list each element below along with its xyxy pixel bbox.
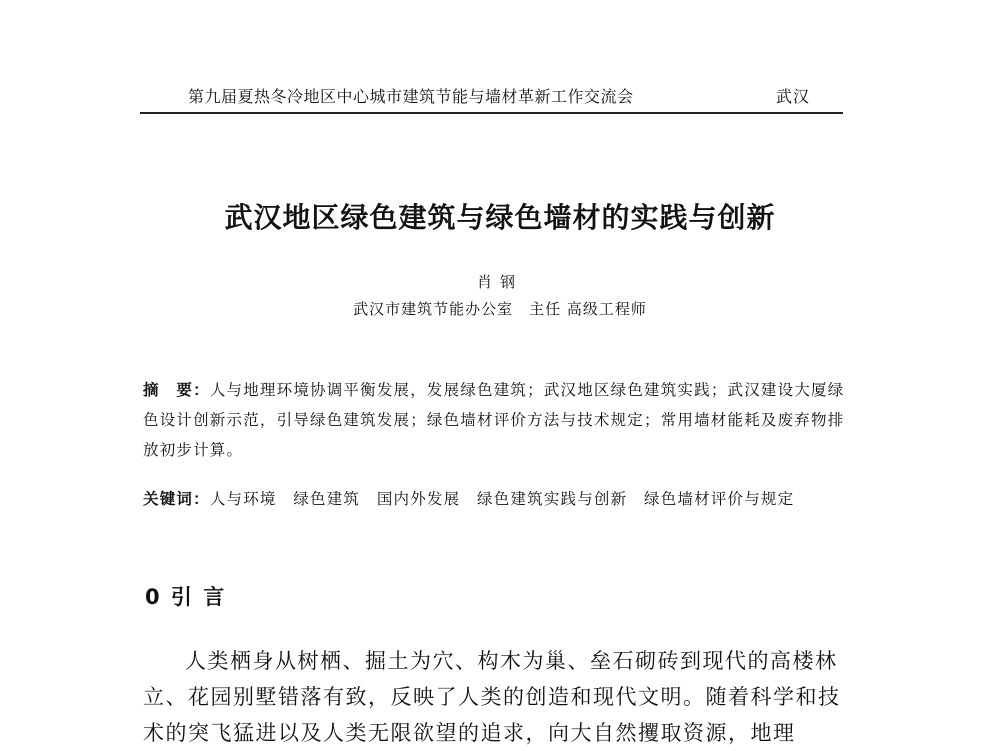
section-heading-introduction: 0 引 言 [145,585,227,609]
abstract-text: 人与地理环境协调平衡发展，发展绿色建筑；武汉地区绿色建筑实践；武汉建设大厦绿色设计创新示范，引导绿色建筑发展；绿色墙材评价方法与技术规定；常用墙材能耗及废弃物排放初步计算。 [143,381,845,459]
body-paragraph: 人类栖身从树栖、掘土为穴、构木为巢、垒石砌砖到现代的高楼林立、花园别墅错落有致，反映了人类的创造和现代文明。随着科学和技术的突飞猛进以及人类无限欲望的追求，向大自然攫取资源，地理 [143,649,841,745]
conference-name: 第九届夏热冬冷地区中心城市建筑节能与墙材革新工作交流会 [188,87,634,106]
paper-title: 武汉地区绿色建筑与绿色墙材的实践与创新 [224,201,776,234]
abstract [143,375,853,465]
abstract-label: 摘 要： [143,381,210,399]
running-header [140,84,843,114]
author-affiliation: 武汉市建筑节能办公室 主任 高级工程师 [353,300,647,318]
keywords-label: 关键词： [143,490,210,508]
keywords-text: 人与环境 绿色建筑 国内外发展 绿色建筑实践与创新 绿色墙材评价与规定 [209,490,795,508]
keywords [143,484,853,514]
conference-location: 武汉 [775,87,810,106]
author-name: 肖钢 [476,273,523,291]
